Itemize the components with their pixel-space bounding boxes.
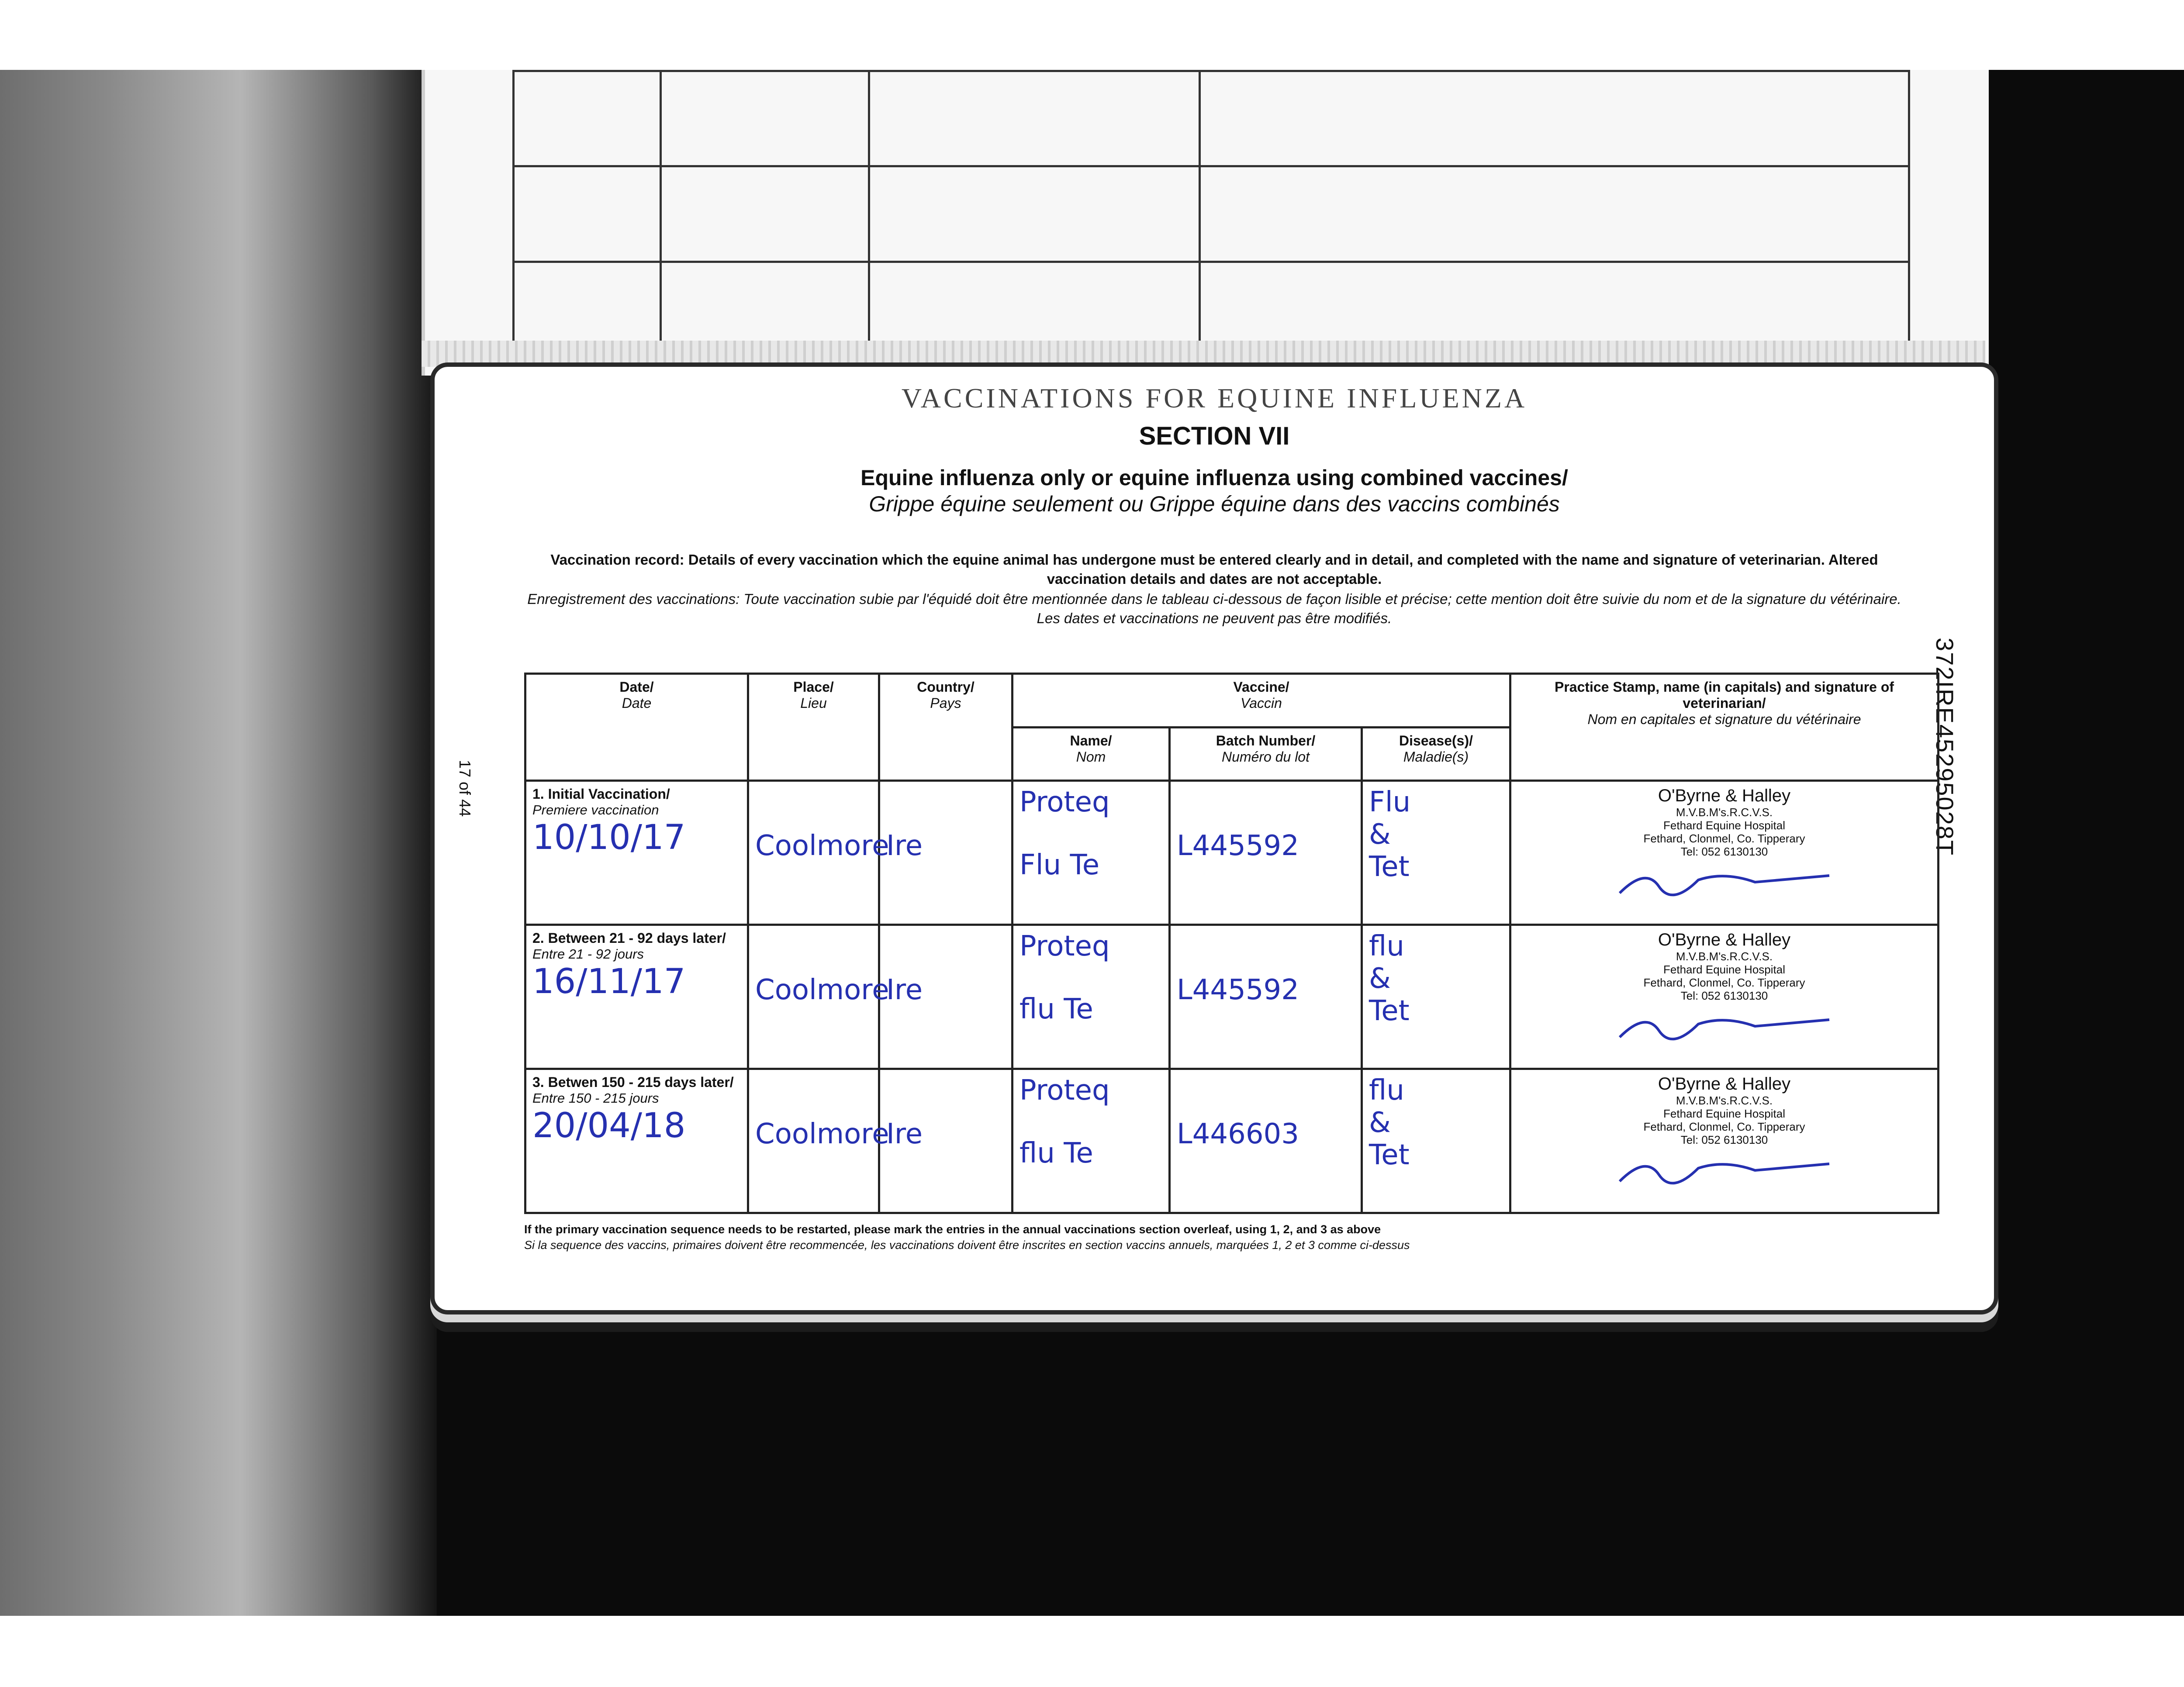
signature [1611, 1151, 1838, 1190]
page-number: 17 of 44 [456, 760, 474, 817]
table-row [525, 781, 1939, 925]
signature [1611, 862, 1838, 902]
col-country: Country/ Pays [879, 674, 1013, 781]
table-row [525, 925, 1939, 1069]
stamp-cell: O'Byrne & Halley M.V.B.M's.R.C.V.S. Fethard Equine Hospital Fethard, Clonmel, Co. Tipperary Tel: 052 6130130 [1510, 781, 1939, 925]
banner-title: VACCINATIONS FOR EQUINE INFLUENZA [901, 383, 1527, 414]
subtitle-fr: Grippe équine seulement ou Grippe équine dans des vaccins combinés [869, 492, 1560, 516]
reference-number: 372IRE45295028T [1931, 638, 1959, 856]
header-row [525, 674, 1939, 728]
col-stamp: Practice Stamp, name (in capitals) and signature of veterinarian/ Nom en capitales et signature du vétérinaire [1510, 674, 1939, 781]
country-cell: Ire [879, 925, 1013, 1069]
batch-cell: L445592 [1170, 925, 1362, 1069]
batch-cell: L446603 [1170, 1069, 1362, 1213]
date-cell: 2. Between 21 - 92 days later/ Entre 21 - 92 jours 16/11/17 [525, 925, 748, 1069]
col-vaccine: Vaccine/ Vaccin [1013, 674, 1510, 728]
subtitle-en: Equine influenza only or equine influenza using combined vaccines/ [860, 466, 1568, 490]
date-value: 16/11/17 [532, 962, 686, 1001]
vaccination-table [524, 673, 1939, 1214]
col-batch: Batch Number/ Numéro du lot [1170, 727, 1362, 781]
col-place: Place/ Lieu [748, 674, 879, 781]
stamp-cell: O'Byrne & Halley M.V.B.M's.R.C.V.S. Fethard Equine Hospital Fethard, Clonmel, Co. Tipperary Tel: 052 6130130 [1510, 1069, 1939, 1213]
intro-fr: Enregistrement des vaccinations: Toute vaccination subie par l'équidé doit être mentionnée dans le tableau ci-dessous de façon lisible et précise; cette mention doit être suivie du nom et de la signature du vétérinaire. Les dates et vaccinations ne peuvent pas être modifiés. [527, 591, 1901, 626]
vaccine-name-cell: Proteq flu Te [1013, 925, 1170, 1069]
col-vaccine-name: Name/ Nom [1013, 727, 1170, 781]
date-cell: 1. Initial Vaccination/ Premiere vaccination 10/10/17 [525, 781, 748, 925]
intro-en: Vaccination record: Details of every vaccination which the equine animal has undergone must be entered clearly and in detail, and completed with the name and signature of veterinarian. Altered vaccination details and dates are not acceptable. [550, 552, 1878, 587]
country-cell: Ire [879, 1069, 1013, 1213]
scanner-glare [0, 70, 437, 1616]
col-disease: Disease(s)/ Maladie(s) [1362, 727, 1510, 781]
place-cell: Coolmore [748, 925, 879, 1069]
previous-page-table [512, 70, 1910, 358]
date-value: 20/04/18 [532, 1106, 686, 1145]
disease-cell: Flu & Tet [1362, 781, 1510, 925]
batch-cell: L445592 [1170, 781, 1362, 925]
previous-page-edge [422, 70, 1989, 376]
vaccine-name-cell: Proteq flu Te [1013, 1069, 1170, 1213]
table-row [525, 1069, 1939, 1213]
disease-cell: flu & Tet [1362, 925, 1510, 1069]
signature [1611, 1007, 1838, 1046]
col-date: Date/ Date [525, 674, 748, 781]
footer-note-en: If the primary vaccination sequence needs to be restarted, please mark the entries in the annual vaccinations section overleaf, using 1, 2, and 3 as above [524, 1223, 1381, 1236]
section-title: SECTION VII [1139, 422, 1290, 450]
passport-page [430, 362, 1998, 1314]
vaccine-name-cell: Proteq Flu Te [1013, 781, 1170, 925]
place-cell: Coolmore [748, 1069, 879, 1213]
stamp-cell: O'Byrne & Halley M.V.B.M's.R.C.V.S. Fethard Equine Hospital Fethard, Clonmel, Co. Tipperary Tel: 052 6130130 [1510, 925, 1939, 1069]
date-value: 10/10/17 [532, 818, 686, 857]
disease-cell: flu & Tet [1362, 1069, 1510, 1213]
date-cell: 3. Betwen 150 - 215 days later/ Entre 150 - 215 jours 20/04/18 [525, 1069, 748, 1213]
country-cell: Ire [879, 781, 1013, 925]
footer-note-fr: Si la sequence des vaccins, primaires doivent être recommencée, les vaccinations doivent être inscrites en section vaccins annuels, marquées 1, 2 et 3 comme ci-dessus [524, 1239, 1410, 1252]
place-cell: Coolmore [748, 781, 879, 925]
